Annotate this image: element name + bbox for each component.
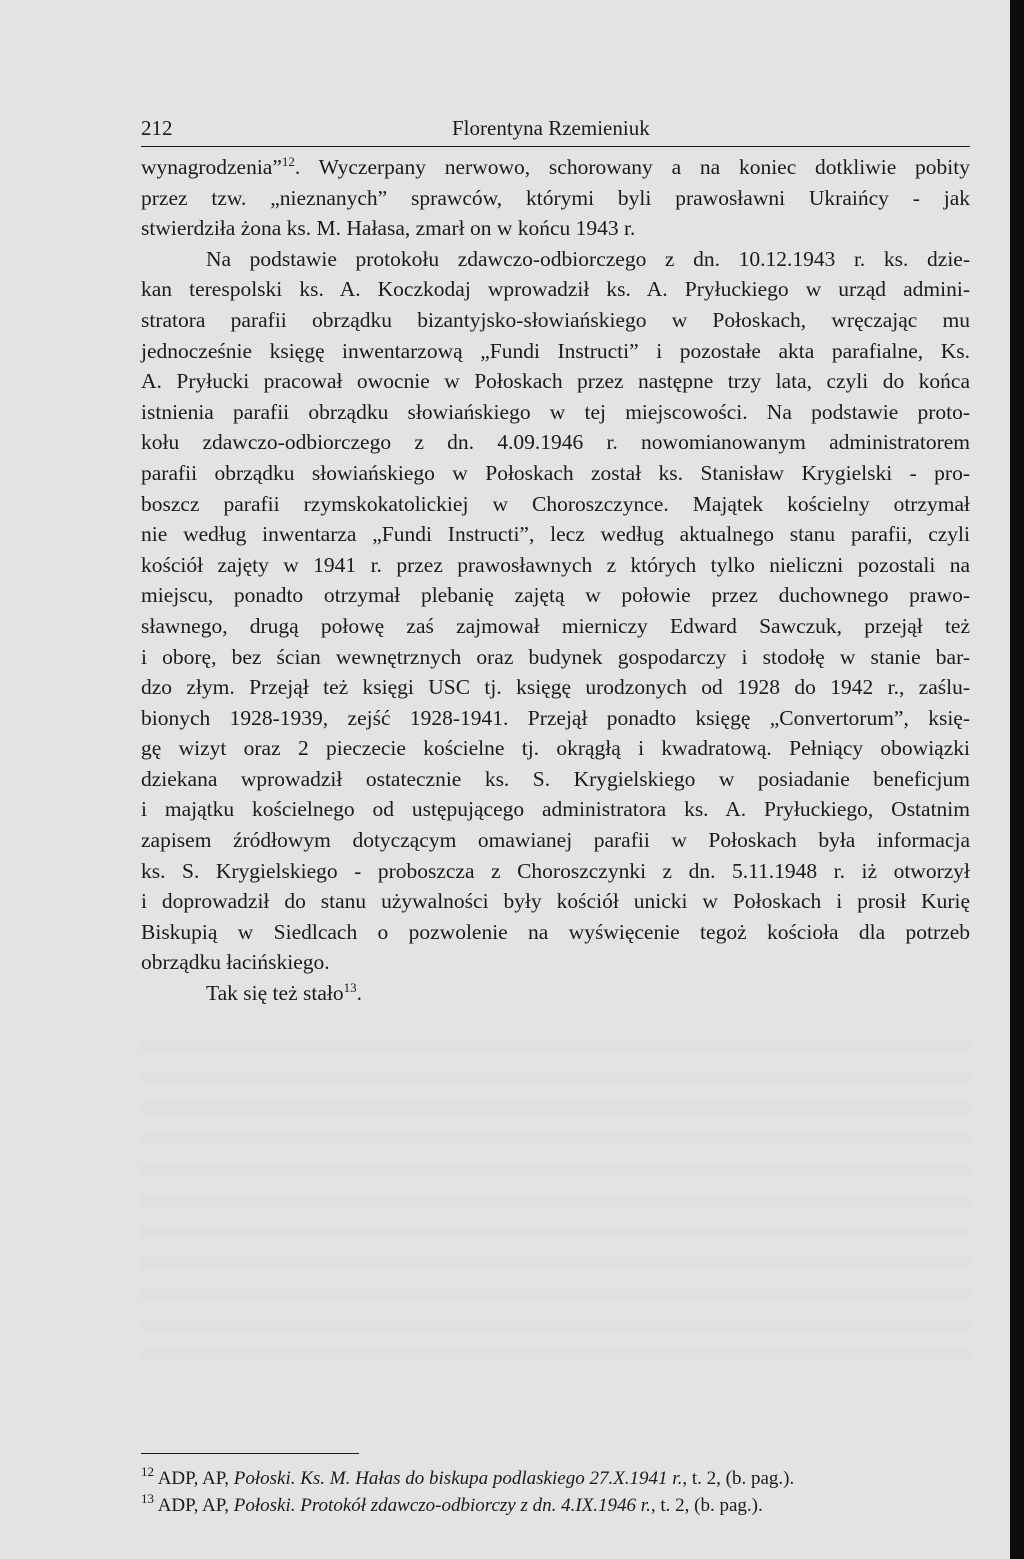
text-line: sławnego, drugą połowę zaś zajmował mierniczy Edward Sawczuk, przejął też <box>141 613 970 638</box>
text-line: bionych 1928-1939, zejść 1928-1941. Przejął ponadto księgę „Convertorum”, księ- <box>141 705 970 730</box>
text-line: obrządku łacińskiego. <box>141 950 330 975</box>
text-line: i doprowadził do stanu używalności były kościół unicki w Połoskach i prosił Kurię <box>141 889 970 914</box>
footnote-number: 12 <box>141 1464 154 1479</box>
text-line: boszcz parafii rzymskokatolickiej w Choroszczynce. Majątek kościelny otrzymał <box>141 491 970 516</box>
text-line: nie według inwentarza „Fundi Instructi”, lecz według aktualnego stanu parafii, czyli <box>141 522 970 547</box>
page-number: 212 <box>141 116 173 140</box>
text-line: jednocześnie księgę inwentarzową „Fundi Instructi” i pozostałe akta parafialne, Ks. <box>141 338 970 363</box>
text-line: gę wizyt oraz 2 pieczecie kościelne tj. okrągłą i kwadratową. Pełniący obowiązki <box>141 736 970 761</box>
footnote-ref[interactable]: 13 <box>343 980 357 996</box>
text-line: zapisem źródłowym dotyczącym omawianej parafii w Połoskach była informacja <box>141 828 970 853</box>
running-head-author: Florentyna Rzemieniuk <box>452 116 650 140</box>
text-line: Biskupią w Siedlcach o pozwolenie na wyświęcenie tegoż kościoła dla potrzeb <box>141 919 970 944</box>
text-line: stwierdziła żona ks. M. Hałasa, zmarł on w końcu 1943 r. <box>141 216 636 241</box>
text-line: wynagrodzenia”$^{12}$. Wyczerpany nerwowo, schorowany a na koniec dotkliwie pobity <box>141 154 970 179</box>
bleed-through-text <box>140 1040 970 1360</box>
footnote-ref[interactable]: 12 <box>281 154 295 169</box>
text-line: ks. S. Krygielskiego - proboszcza z Choroszczynki z dn. 5.11.1948 r. iż otworzył <box>141 858 970 883</box>
paragraph-start: Na podstawie protokołu zdawczo-odbiorczego z dn. 10.12.1943 r. ks. dzie- <box>206 246 970 271</box>
body-text <box>141 152 970 1009</box>
text-line: dzo złym. Przejął też księgi USC tj. księgę urodzonych od 1928 do 1942 r., zaślu- <box>141 675 970 700</box>
footnote-rule <box>141 1453 359 1454</box>
scan-edge <box>1010 0 1024 1559</box>
text-line: miejscu, ponadto otrzymał plebanię zajętą w połowie przez duchownego prawo- <box>141 583 970 608</box>
text-line: parafii obrządku słowiańskiego w Połoskach został ks. Stanisław Krygielski - pro- <box>141 460 970 485</box>
text-line: i oborę, bez ścian wewnętrznych oraz budynek gospodarczy i stodołę w stanie bar- <box>141 644 970 669</box>
text-line: A. Pryłucki pracował owocnie w Połoskach przez następne trzy lata, czyli do końca <box>141 369 970 394</box>
text-line: stratora parafii obrządku bizantyjsko-słowiańskiego w Połoskach, wręczając mu <box>141 307 970 332</box>
footnotes <box>141 1465 970 1519</box>
text-line: przez tzw. „nieznanych” sprawców, którymi byli prawosławni Ukraińcy - jak <box>141 185 970 210</box>
text-line: kan terespolski ks. A. Koczkodaj wprowadził ks. A. Pryłuckiego w urząd admini- <box>141 277 970 302</box>
footnote-number: 13 <box>141 1491 154 1506</box>
text-line: istnienia parafii obrządku słowiańskiego w tej miejscowości. Na podstawie proto- <box>141 399 970 424</box>
footnote: $^{13}$ ADP, AP, Połoski. Protokół zdawczo-odbiorczy z dn. 4.IX.1946 r., t. 2, (b. pag.). <box>141 1491 763 1516</box>
text-line: dziekana wprowadził ostatecznie ks. S. Krygielskiego w posiadanie beneficjum <box>141 766 970 791</box>
footnote: $^{12}$ ADP, AP, Połoski. Ks. M. Hałas do biskupa podlaskiego 27.X.1941 r., t. 2, (b. pag.). <box>141 1464 795 1489</box>
paragraph-start: Tak się też stało$^{13}$. <box>206 980 362 1006</box>
header-rule <box>141 146 970 147</box>
running-header <box>141 116 970 146</box>
text-line: kołu zdawczo-odbiorczego z dn. 4.09.1946 r. nowomianowanym administratorem <box>141 430 970 455</box>
text-line: i majątku kościelnego od ustępującego administratora ks. A. Pryłuckiego, Ostatnim <box>141 797 970 822</box>
text-line: kościół zajęty w 1941 r. przez prawosławnych z których tylko nieliczni pozostali na <box>141 552 970 577</box>
